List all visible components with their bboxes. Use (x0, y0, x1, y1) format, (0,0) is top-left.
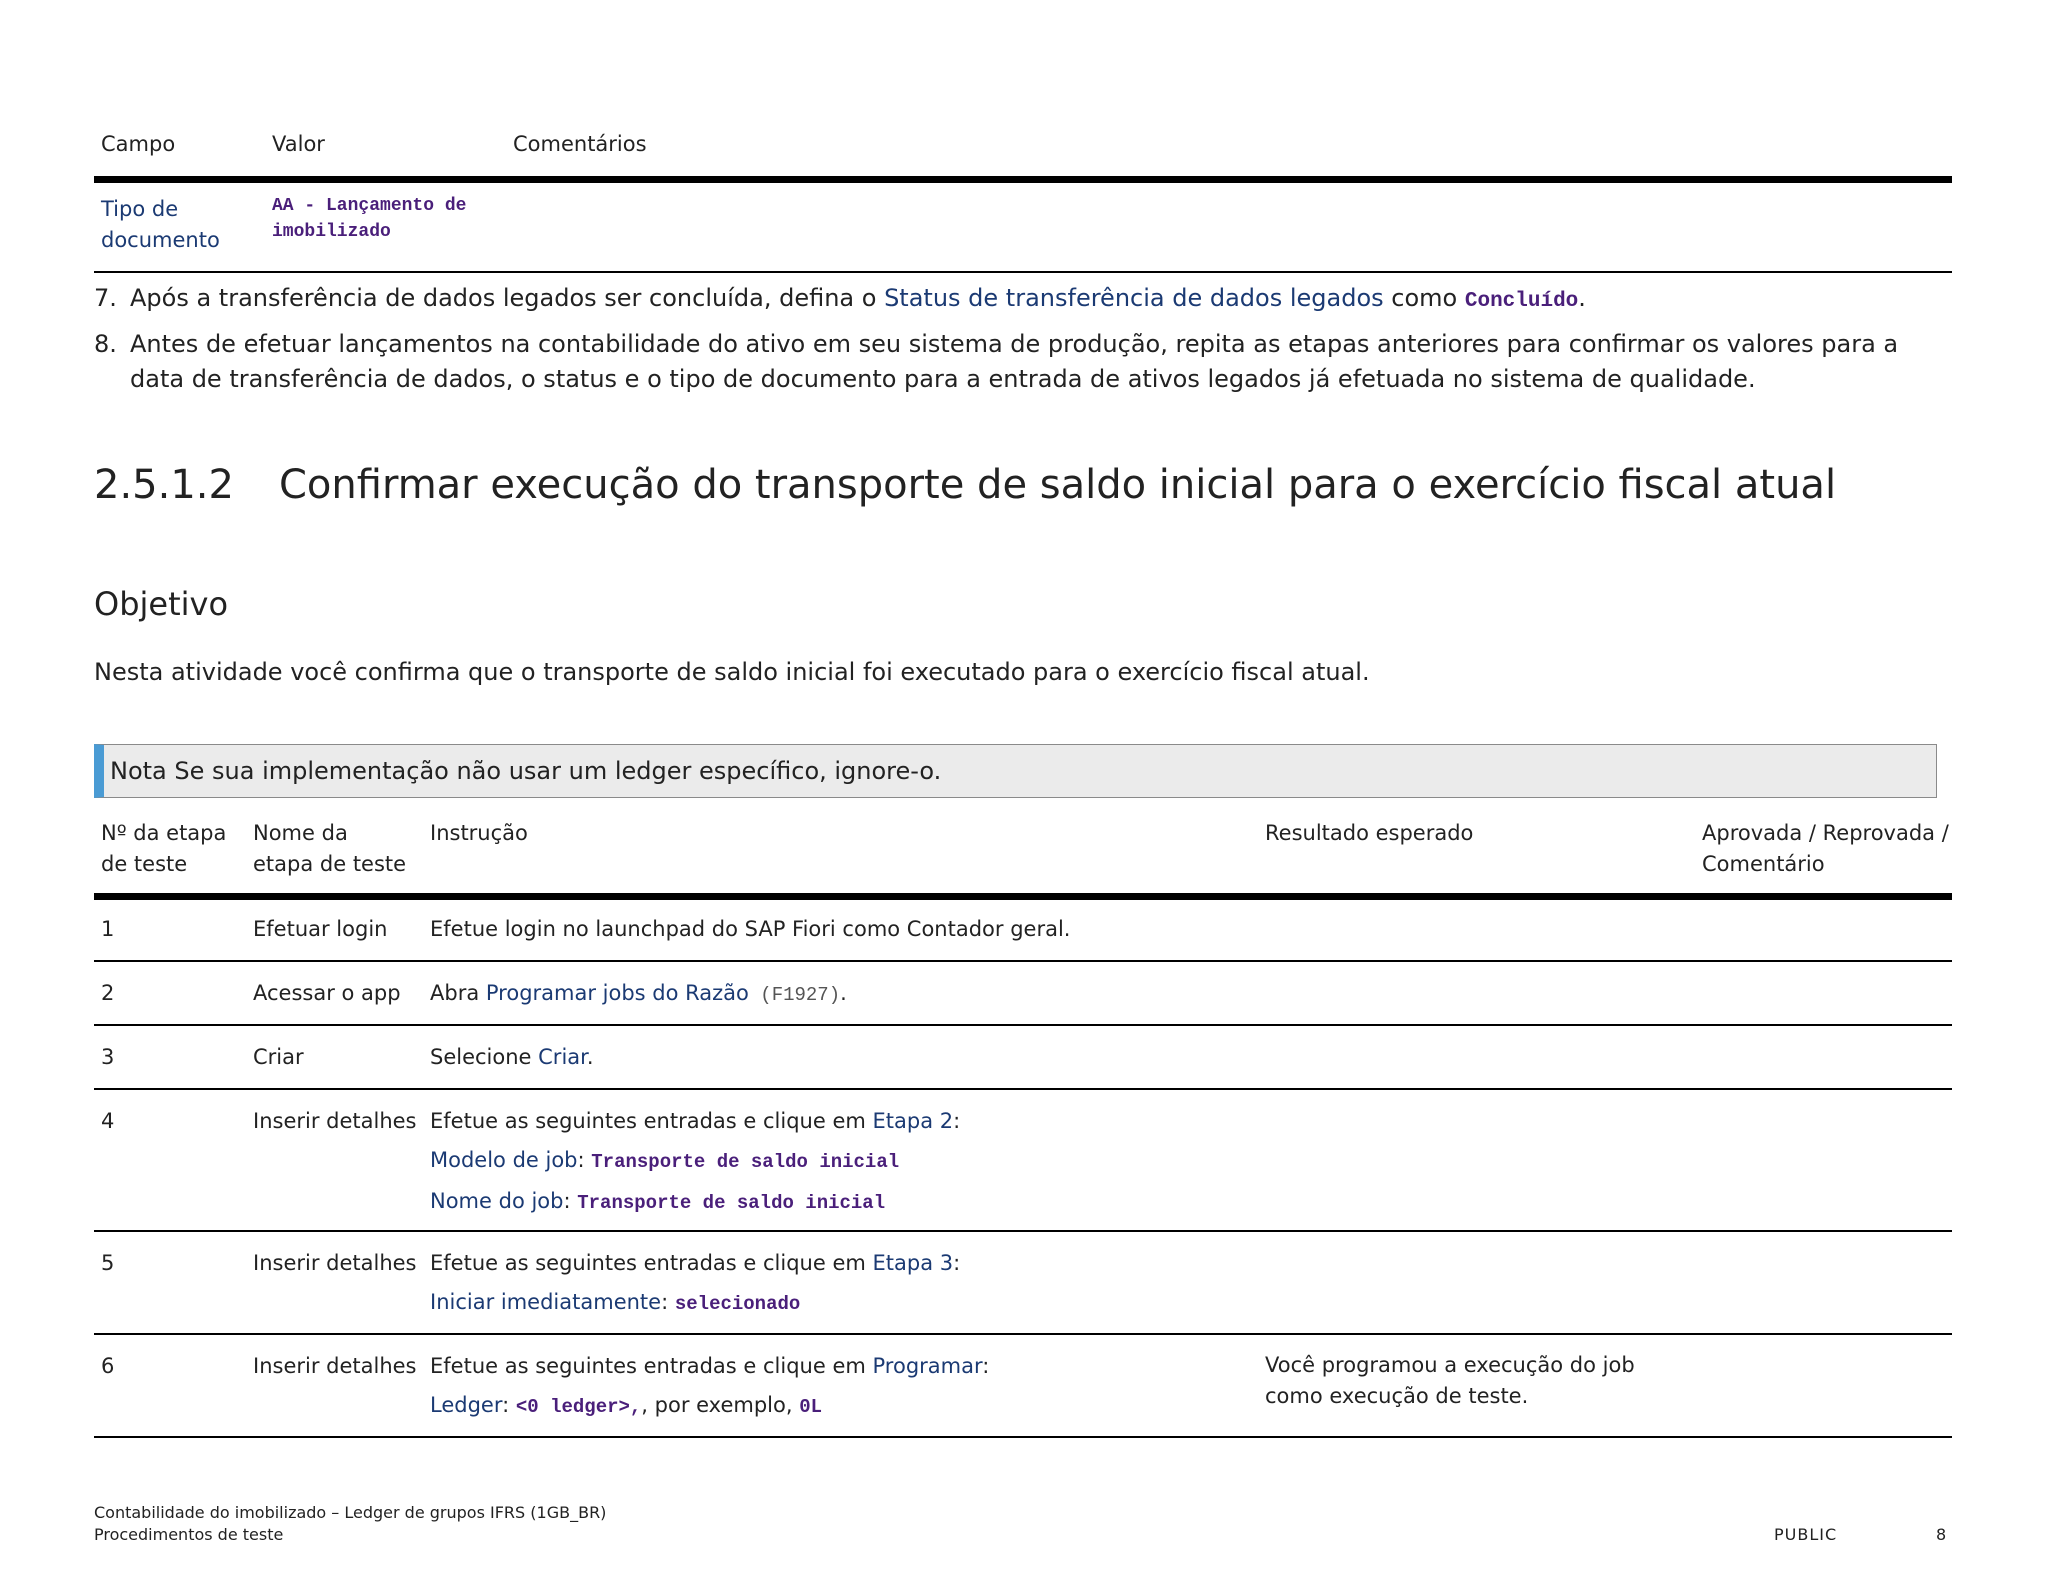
step-number: 6 (101, 1354, 115, 1378)
field-value: Transporte de saldo inicial (591, 1151, 900, 1173)
step-name: Inserir detalhes (253, 1109, 417, 1133)
ui-label-link: Status de transferência de dados legados (884, 284, 1384, 312)
col-header-step-name: Nome da etapa de teste (253, 821, 407, 876)
row-divider (94, 1436, 1952, 1438)
col-header-expected: Resultado esperado (1265, 821, 1474, 845)
objective-heading: Objetivo (94, 585, 229, 623)
table-header-rule (94, 893, 1952, 900)
instruction: Efetue login no launchpad do SAP Fiori como Contador geral. (430, 917, 1071, 941)
expected-result: Você programou a execução do job como execução de teste. (1265, 1353, 1635, 1408)
field-label: Iniciar imediatamente (430, 1290, 662, 1314)
page-number: 8 (1936, 1525, 1947, 1544)
section-title: Confirmar execução do transporte de saldo inicial para o exercício fiscal atual (279, 462, 1837, 508)
instruction-text: Abra (430, 981, 486, 1005)
instruction-text: , por exemplo, (641, 1393, 800, 1417)
field-value: Transporte de saldo inicial (577, 1192, 886, 1214)
col-header-campo: Campo (101, 132, 176, 156)
instruction: Efetue as seguintes entradas e clique em Etapa 2: Modelo de job: Transporte de saldo inicial Nome do job: Transporte de saldo inicial (430, 1109, 961, 1214)
list-number: 8. (94, 330, 117, 358)
col-header-instruction: Instrução (430, 821, 528, 845)
list-number: 7. (94, 284, 117, 312)
footer-title: Contabilidade do imobilizado – Ledger de grupos IFRS (1GB_BR) (94, 1503, 607, 1522)
row-divider (94, 960, 1952, 962)
value-tipo-documento: AA - Lançamento de imobilizado (272, 196, 467, 242)
step-number: 5 (101, 1251, 115, 1275)
instruction-text: : (982, 1354, 990, 1378)
row-divider (94, 1024, 1952, 1026)
app-id: (F1927) (748, 984, 841, 1006)
step-name: Criar (253, 1045, 304, 1069)
ui-label-link: Programar (872, 1354, 983, 1378)
step-text: como (1383, 284, 1465, 312)
table-header-rule (94, 176, 1952, 183)
row-divider (94, 1333, 1952, 1335)
instruction-text: Selecione (430, 1045, 539, 1069)
step-name: Acessar o app (253, 981, 401, 1005)
section-number: 2.5.1.2 (94, 462, 234, 508)
instruction-text: : (953, 1109, 961, 1133)
footer-subtitle: Procedimentos de teste (94, 1525, 284, 1544)
row-divider (94, 1088, 1952, 1090)
step-text: . (1578, 284, 1586, 312)
step-number: 4 (101, 1109, 115, 1133)
ui-label-link: Etapa 2 (872, 1109, 954, 1133)
instruction (430, 1038, 594, 1077)
col-header-step-no: Nº da etapa de teste (101, 821, 227, 876)
instruction: Efetue as seguintes entradas e clique em Etapa 3: Iniciar imediatamente: selecionado (430, 1251, 961, 1315)
ui-label-link: Criar (538, 1045, 587, 1069)
field-value: <0 ledger>, (515, 1396, 642, 1418)
row-divider (94, 1230, 1952, 1232)
table-bottom-rule (94, 271, 1952, 273)
section-heading (94, 462, 1836, 508)
value-concluido: Concluído (1464, 290, 1579, 313)
field-label: Nome do job (430, 1189, 564, 1213)
field-label: Ledger (430, 1393, 503, 1417)
instruction-text: . (840, 981, 847, 1005)
col-header-valor: Valor (272, 132, 325, 156)
step-number: 3 (101, 1045, 115, 1069)
step-list (94, 281, 1944, 397)
instruction (430, 974, 847, 1015)
step-number: 1 (101, 917, 115, 941)
instruction-text: Efetue as seguintes entradas e clique em (430, 1109, 873, 1133)
field-label: Modelo de job (430, 1148, 578, 1172)
step-name: Inserir detalhes (253, 1251, 417, 1275)
step-text: Antes de efetuar lançamentos na contabilidade do ativo em seu sistema de produção, repita as etapas anteriores para confirmar os valores para a data de transferência de dados, o status e o tipo de documento para a entrada de ativos legados já efetuada no sistema de qualidade. (130, 330, 1899, 393)
app-link: Programar jobs do Razão (485, 981, 749, 1005)
instruction-text: . (586, 1045, 594, 1069)
instruction-text: : (953, 1251, 961, 1275)
col-header-comentarios: Comentários (513, 132, 647, 156)
field-value: selecionado (674, 1293, 801, 1315)
step-name: Efetuar login (253, 917, 388, 941)
field-example: 0L (799, 1396, 823, 1418)
classification-label: PUBLIC (1774, 1525, 1838, 1544)
step-text: Após a transferência de dados legados ser concluída, defina o (130, 284, 885, 312)
step-number: 2 (101, 981, 115, 1005)
objective-text: Nesta atividade você confirma que o transporte de saldo inicial foi executado para o exercício fiscal atual. (94, 658, 1370, 686)
note-box: Nota Se sua implementação não usar um ledger específico, ignore-o. (94, 744, 1937, 798)
instruction: Efetue as seguintes entradas e clique em Programar: Ledger: <0 ledger>,, por exemplo, 0L (430, 1354, 990, 1418)
instruction-text: Efetue as seguintes entradas e clique em (430, 1251, 873, 1275)
list-item (94, 281, 1944, 319)
ui-label-link: Etapa 3 (872, 1251, 954, 1275)
list-item (94, 327, 1944, 397)
instruction-text: Efetue as seguintes entradas e clique em (430, 1354, 873, 1378)
step-name: Inserir detalhes (253, 1354, 417, 1378)
field-tipo-documento: Tipo de documento (101, 197, 220, 252)
col-header-status: Aprovada / Reprovada / Comentário (1702, 821, 1949, 876)
